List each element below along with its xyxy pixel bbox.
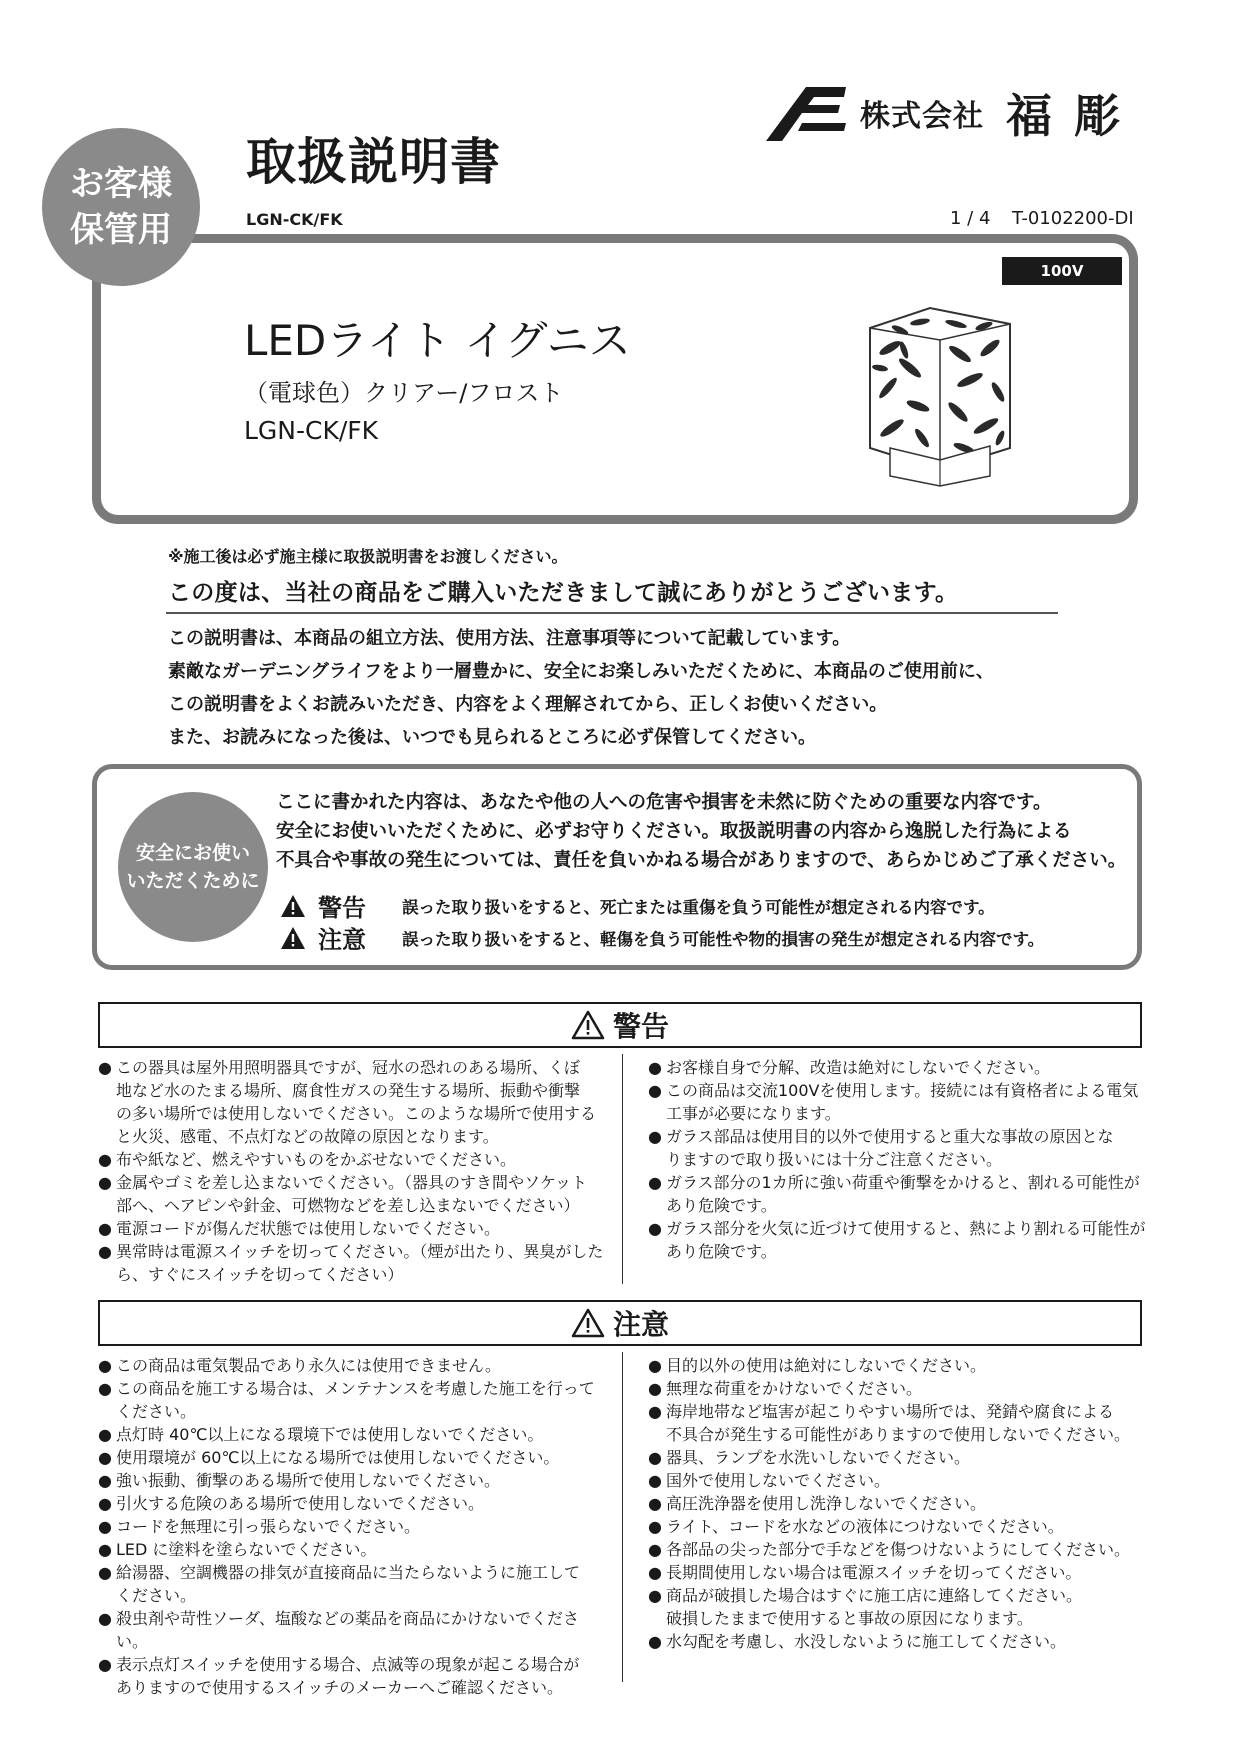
- caution-section-header: [98, 1300, 1142, 1346]
- list-item: [98, 1469, 608, 1492]
- intro-line: また、お読みになった後は、いつでも見られるところに必ず保管してください。: [168, 727, 816, 748]
- bullet-icon: ●: [98, 1173, 112, 1192]
- list-item-text: 商品が破損した場合はすぐに施工店に連絡してください。: [666, 1586, 1083, 1605]
- bullet-icon: ●: [648, 1173, 662, 1192]
- list-item-text: コードを無理に引っ張らないでください。: [116, 1517, 421, 1536]
- list-item-text: 点灯時 40℃以上になる環境下では使用しないでください。: [116, 1425, 544, 1444]
- safety-badge-line2: いただくために: [126, 870, 260, 892]
- bullet-icon: ●: [98, 1517, 112, 1536]
- bullet-icon: ●: [98, 1379, 112, 1398]
- document-title: 取扱説明書: [246, 133, 501, 191]
- bullet-icon: ●: [98, 1471, 112, 1490]
- caution-column-divider: [622, 1352, 623, 1682]
- bullet-icon: ●: [98, 1494, 112, 1513]
- bullet-icon: ●: [648, 1540, 662, 1559]
- list-item-text: 不具合が発生する可能性がありますので使用しないでください。: [666, 1425, 1131, 1444]
- warning-section-title: 警告: [612, 1010, 669, 1043]
- list-item-text: 高圧洗浄器を使用し洗浄しないでください。: [666, 1494, 987, 1513]
- model-code-small: LGN-CK/FK: [246, 210, 343, 229]
- caution-section-title: 注意: [612, 1308, 669, 1341]
- list-item: [648, 1079, 1148, 1125]
- bullet-icon: ●: [648, 1402, 662, 1421]
- list-item-text: 国外で使用しないでください。: [666, 1471, 891, 1490]
- document-code: T-0102200-DI: [1012, 208, 1134, 229]
- bullet-icon: ●: [98, 1242, 112, 1261]
- list-item-text: ありますので使用するスイッチのメーカーへご確認ください。: [116, 1678, 564, 1697]
- bullet-icon: ●: [98, 1150, 112, 1169]
- warning-triangle-icon: [280, 894, 306, 918]
- safety-badge: [118, 792, 268, 942]
- list-item-text: LED に塗料を塗らないでください。: [116, 1540, 377, 1559]
- list-item-text: 破損したままで使用すると事故の原因になります。: [666, 1609, 1033, 1628]
- caution-triangle-icon: [571, 1308, 605, 1338]
- list-item: [648, 1354, 1148, 1377]
- bullet-icon: ●: [98, 1219, 112, 1238]
- list-item: [98, 1148, 608, 1171]
- list-item: [98, 1171, 608, 1217]
- list-item-text: 引火する危険のある場所で使用しないでください。: [116, 1494, 485, 1513]
- list-item-text: この商品は電気製品であり永久には使用できません。: [116, 1356, 501, 1375]
- list-item: [648, 1584, 1148, 1630]
- list-item: [648, 1400, 1148, 1446]
- bullet-icon: ●: [98, 1655, 112, 1674]
- product-variant: （電球色）クリアー/フロスト: [244, 379, 564, 407]
- company-text: 株式会社: [860, 99, 984, 134]
- caution-level-desc: 誤った取り扱いをすると、軽傷を負う可能性や物的損害の発生が想定される内容です。: [402, 929, 1045, 949]
- caution-triangle-icon: [280, 926, 306, 950]
- list-item-text: この商品を施工する場合は、メンテナンスを考慮した施工を行って: [116, 1379, 595, 1398]
- lamp-illustration: [860, 288, 1020, 488]
- list-item-text: 使用環境が 60℃以上になる場所では使用しないでください。: [116, 1448, 560, 1467]
- bullet-icon: ●: [648, 1379, 662, 1398]
- bullet-icon: ●: [98, 1425, 112, 1444]
- bullet-icon: ●: [98, 1058, 112, 1077]
- list-item-text: 長期間使用しない場合は電源スイッチを切ってください。: [666, 1563, 1082, 1582]
- bullet-icon: ●: [648, 1563, 662, 1582]
- warning-triangle-icon: [571, 1010, 605, 1040]
- company-brand: 福彫: [1006, 89, 1142, 143]
- warning-level-name: 警告: [318, 894, 366, 922]
- list-item: [98, 1607, 608, 1653]
- list-item-text: あり危険です。: [666, 1196, 777, 1215]
- list-item-text: ガラス部分を火気に近づけて使用すると、熱により割れる可能性が: [666, 1219, 1146, 1238]
- safety-badge-line1: 安全にお使い: [135, 842, 250, 864]
- list-item: [648, 1446, 1148, 1469]
- list-item: [648, 1125, 1148, 1171]
- bullet-icon: ●: [98, 1563, 112, 1582]
- list-item-text: ください。: [116, 1402, 197, 1421]
- list-item: [98, 1561, 608, 1607]
- list-item: [98, 1653, 608, 1699]
- bullet-icon: ●: [648, 1127, 662, 1146]
- list-item: [98, 1354, 608, 1377]
- list-item: [98, 1240, 608, 1286]
- list-item-text: 器具、ランプを水洗いしないでください。: [666, 1448, 971, 1467]
- list-item: [98, 1217, 608, 1240]
- list-item-text: ライト、コードを水などの液体につけないでください。: [666, 1517, 1064, 1536]
- list-item-text: 無理な荷重をかけないでください。: [666, 1379, 923, 1398]
- list-item: [648, 1515, 1148, 1538]
- list-item: [648, 1217, 1148, 1263]
- list-item-text: ガラス部分の1カ所に強い荷重や衝撃をかけると、割れる可能性が: [666, 1173, 1140, 1192]
- list-item-text: ください。: [116, 1586, 197, 1605]
- list-item-text: 殺虫剤や苛性ソーダ、塩酸などの薬品を商品にかけないでください。: [116, 1609, 580, 1651]
- bullet-icon: ●: [98, 1448, 112, 1467]
- company-logo: [762, 80, 1142, 146]
- bullet-icon: ●: [98, 1540, 112, 1559]
- warning-column-divider: [622, 1054, 623, 1284]
- thanks-heading: この度は、当社の商品をご購入いただきまして誠にありがとうございます。: [168, 580, 959, 606]
- list-item: [648, 1171, 1148, 1217]
- list-item: [648, 1377, 1148, 1400]
- list-item: [648, 1469, 1148, 1492]
- warning-right-column: [648, 1056, 1148, 1263]
- list-item-text: の多い場所では使用しないでください。このような場所で使用する: [116, 1104, 597, 1123]
- bullet-icon: ●: [98, 1356, 112, 1375]
- list-item: [648, 1056, 1148, 1079]
- list-item: [648, 1492, 1148, 1515]
- caution-level-row: [280, 920, 1044, 955]
- safety-line: 不具合や事故の発生については、責任を負いかねる場合がありますので、あらかじめご了承ください。: [276, 850, 1127, 871]
- list-item-text: 強い振動、衝撃のある場所で使用しないでください。: [116, 1471, 501, 1490]
- keep-label-line2: 保管用: [70, 210, 172, 250]
- bullet-icon: ●: [648, 1471, 662, 1490]
- bullet-icon: ●: [648, 1356, 662, 1375]
- warning-level-desc: 誤った取り扱いをすると、死亡または重傷を負う可能性が想定される内容です。: [402, 897, 995, 917]
- list-item-text: 給湯器、空調機器の排気が直接商品に当たらないように施工して: [116, 1563, 581, 1582]
- list-item-text: 表示点灯スイッチを使用する場合、点滅等の現象が起こる場合が: [116, 1655, 580, 1674]
- list-item-text: 目的以外の使用は絶対にしないでください。: [666, 1356, 987, 1375]
- list-item: [648, 1538, 1148, 1561]
- list-item-text: この商品は交流100Vを使用します。接続には有資格者による電気: [666, 1081, 1139, 1100]
- list-item: [98, 1446, 608, 1469]
- intro-line: 素敵なガーデニングライフをより一層豊かに、安全にお楽しみいただくために、本商品のご使用前に、: [168, 661, 994, 682]
- bullet-icon: ●: [648, 1219, 662, 1238]
- bullet-icon: ●: [648, 1494, 662, 1513]
- list-item-text: と火災、感電、不点灯などの故障の原因となります。: [116, 1127, 499, 1146]
- bullet-icon: ●: [648, 1632, 662, 1651]
- safety-line: ここに書かれた内容は、あなたや他の人への危害や損害を未然に防ぐための重要な内容です。: [276, 792, 1052, 813]
- list-item-text: りますので取り扱いには十分ご注意ください。: [666, 1150, 1003, 1169]
- list-item-text: 電源コードが傷んだ状態では使用しないでください。: [116, 1219, 501, 1238]
- list-item: [98, 1515, 608, 1538]
- list-item-text: 工事が必要になります。: [666, 1104, 841, 1123]
- list-item-text: 各部品の尖った部分で手などを傷つけないようにしてください。: [666, 1540, 1131, 1559]
- caution-left-column: [98, 1354, 608, 1699]
- handover-note: ※施工後は必ず施主様に取扱説明書をお渡しください。: [168, 547, 568, 566]
- bullet-icon: ●: [648, 1586, 662, 1605]
- bullet-icon: ●: [648, 1517, 662, 1536]
- list-item-text: 部へ、ヘアピンや針金、可燃物などを差し込まないでください）: [116, 1196, 580, 1215]
- warning-left-column: [98, 1056, 608, 1286]
- voltage-badge: 100V: [1002, 257, 1122, 285]
- list-item: [648, 1561, 1148, 1584]
- safety-line: 安全にお使いいただくために、必ずお守りください。取扱説明書の内容から逸脱した行為による: [276, 821, 1072, 842]
- caution-level-name: 注意: [318, 926, 366, 954]
- list-item: [98, 1423, 608, 1446]
- list-item-text: この器具は屋外用照明器具ですが、冠水の恐れのある場所、くぼ: [116, 1058, 581, 1077]
- safety-paragraph: [276, 788, 1126, 875]
- company-logo-mark-icon: [762, 83, 846, 143]
- keep-label-line1: お客様: [70, 164, 172, 204]
- list-item-text: 異常時は電源スイッチを切ってください。（煙が出たり、異臭がした: [116, 1242, 604, 1261]
- list-item: [98, 1492, 608, 1515]
- bullet-icon: ●: [648, 1058, 662, 1077]
- product-name: LEDライト イグニス: [244, 316, 631, 365]
- list-item-text: ガラス部品は使用目的以外で使用すると重大な事故の原因とな: [666, 1127, 1114, 1146]
- intro-paragraph: [168, 622, 994, 754]
- list-item-text: 海岸地帯など塩害が起こりやすい場所では、発錆や腐食による: [666, 1402, 1115, 1421]
- list-item-text: 水勾配を考慮し、水没しないように施工してください。: [666, 1632, 1067, 1651]
- list-item-text: ら、すぐにスイッチを切ってください）: [116, 1265, 404, 1284]
- list-item-text: 地など水のたまる場所、腐食性ガスの発生する場所、振動や衝撃: [116, 1081, 581, 1100]
- intro-line: この説明書は、本商品の組立方法、使用方法、注意事項等について記載しています。: [168, 628, 851, 649]
- product-model: LGN-CK/FK: [244, 416, 379, 445]
- list-item-text: 金属やゴミを差し込まないでください。（器具のすき間やソケット: [116, 1173, 588, 1192]
- warning-section-header: [98, 1002, 1142, 1048]
- bullet-icon: ●: [648, 1448, 662, 1467]
- list-item: [648, 1630, 1148, 1653]
- list-item-text: あり危険です。: [666, 1242, 777, 1261]
- page-number: 1 / 4: [950, 208, 991, 229]
- caution-right-column: [648, 1354, 1148, 1653]
- warning-level-row: [280, 888, 995, 923]
- heading-divider: [166, 612, 1058, 614]
- list-item: [98, 1056, 608, 1148]
- list-item: [98, 1538, 608, 1561]
- list-item-text: 布や紙など、燃えやすいものをかぶせないでください。: [116, 1150, 517, 1169]
- list-item: [98, 1377, 608, 1423]
- bullet-icon: ●: [98, 1609, 112, 1628]
- bullet-icon: ●: [648, 1081, 662, 1100]
- customer-keep-badge: [42, 128, 200, 286]
- list-item-text: お客様自身で分解、改造は絶対にしないでください。: [666, 1058, 1051, 1077]
- intro-line: この説明書をよくお読みいただき、内容をよく理解されてから、正しくお使いください。: [168, 694, 888, 715]
